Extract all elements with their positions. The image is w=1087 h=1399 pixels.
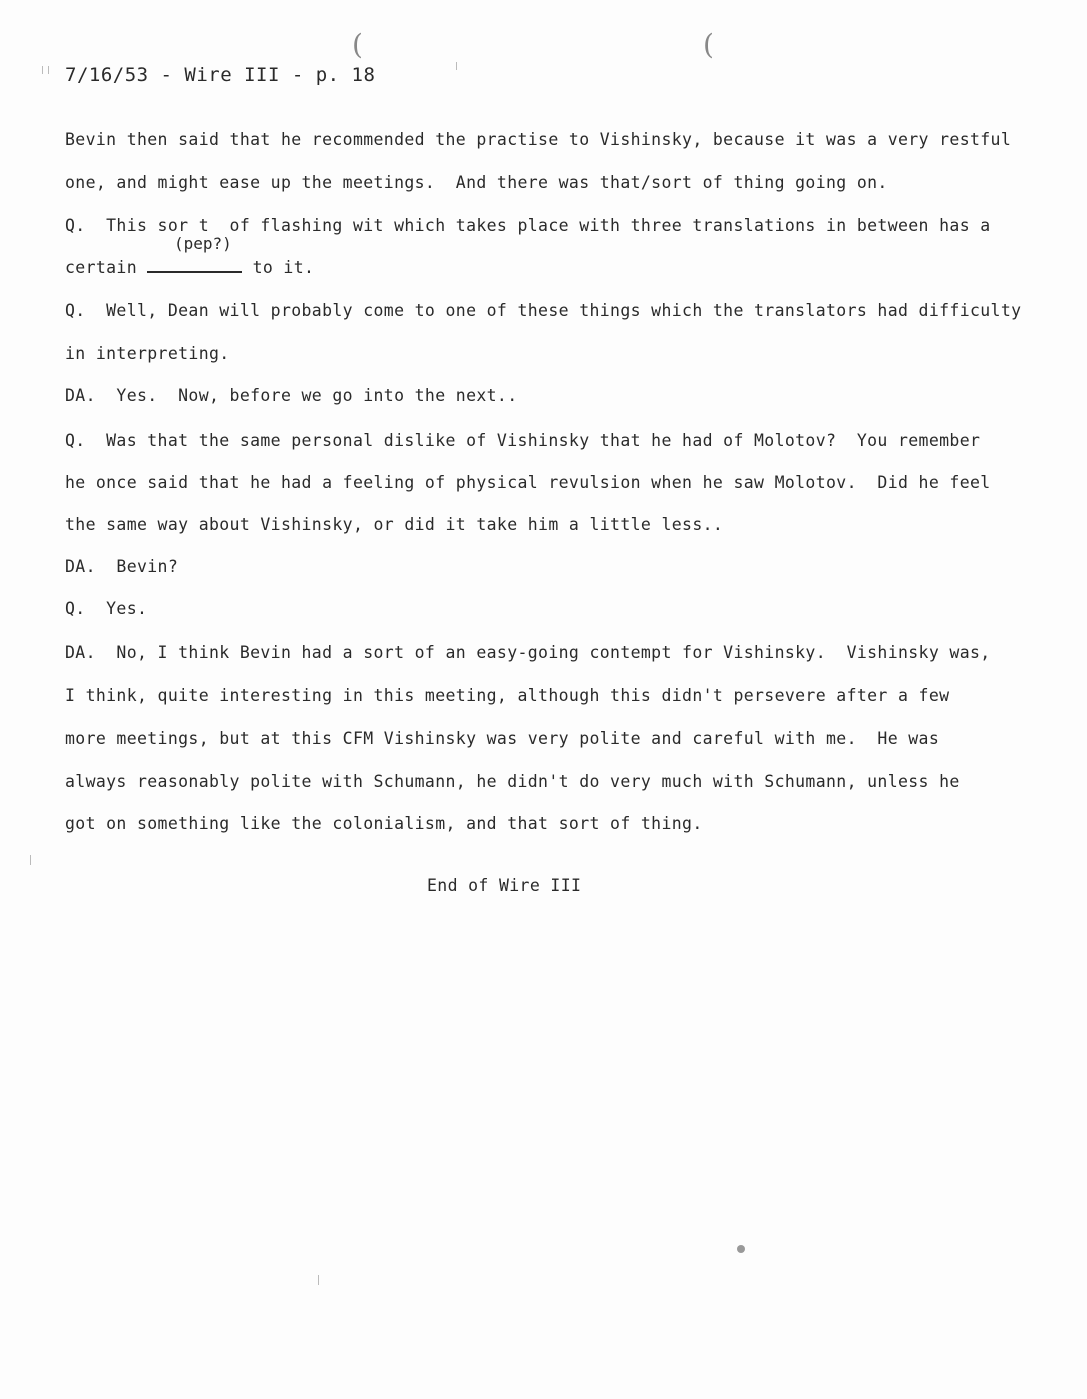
handwritten-annotation: (pep?) [174,234,232,253]
paper-mark: ( [703,28,714,61]
text-line: in interpreting. [65,344,230,363]
text-line: DA. Yes. Now, before we go into the next.. [65,386,518,405]
text-line: Bevin then said that he recommended the practise to Vishinsky, because it was a very restful [65,130,1012,149]
end-marker: End of Wire III [427,876,582,895]
paper-mark [42,66,43,74]
text-line: Q. This sor t of flashing wit which takes place with three translations in between has a [65,216,991,235]
text-line: Q. Yes. [65,599,148,618]
paper-mark: ( [352,28,363,61]
paper-mark [456,62,457,70]
text-line: Q. Was that the same personal dislike of Vishinsky that he had of Molotov? You remember [65,431,981,450]
blank-underline [147,259,242,273]
text-line: DA. Bevin? [65,557,179,576]
paper-mark [48,66,49,74]
text-line: always reasonably polite with Schumann, he didn't do very much with Schumann, unless he [65,772,960,791]
text-line: the same way about Vishinsky, or did it take him a little less.. [65,515,724,534]
text-line-with-blank [65,258,314,277]
paper-speck [737,1245,745,1253]
paper-mark [30,855,31,865]
text-line: I think, quite interesting in this meeting, although this didn't persevere after a few [65,686,950,705]
text-line: Q. Well, Dean will probably come to one of these things which the translators had difficulty [65,301,1022,320]
text-line: got on something like the colonialism, and that sort of thing. [65,814,703,833]
text-line: he once said that he had a feeling of physical revulsion when he saw Molotov. Did he feel [65,473,991,492]
text-line: DA. No, I think Bevin had a sort of an easy-going contempt for Vishinsky. Vishinsky was, [65,643,991,662]
text-line: one, and might ease up the meetings. And there was that/sort of thing going on. [65,173,888,192]
text-fragment: to it. [242,258,315,277]
page-header: 7/16/53 - Wire III - p. 18 [65,64,376,86]
text-fragment: certain [65,258,148,277]
paper-mark [318,1275,319,1285]
text-line: more meetings, but at this CFM Vishinsky was very polite and careful with me. He was [65,729,940,748]
